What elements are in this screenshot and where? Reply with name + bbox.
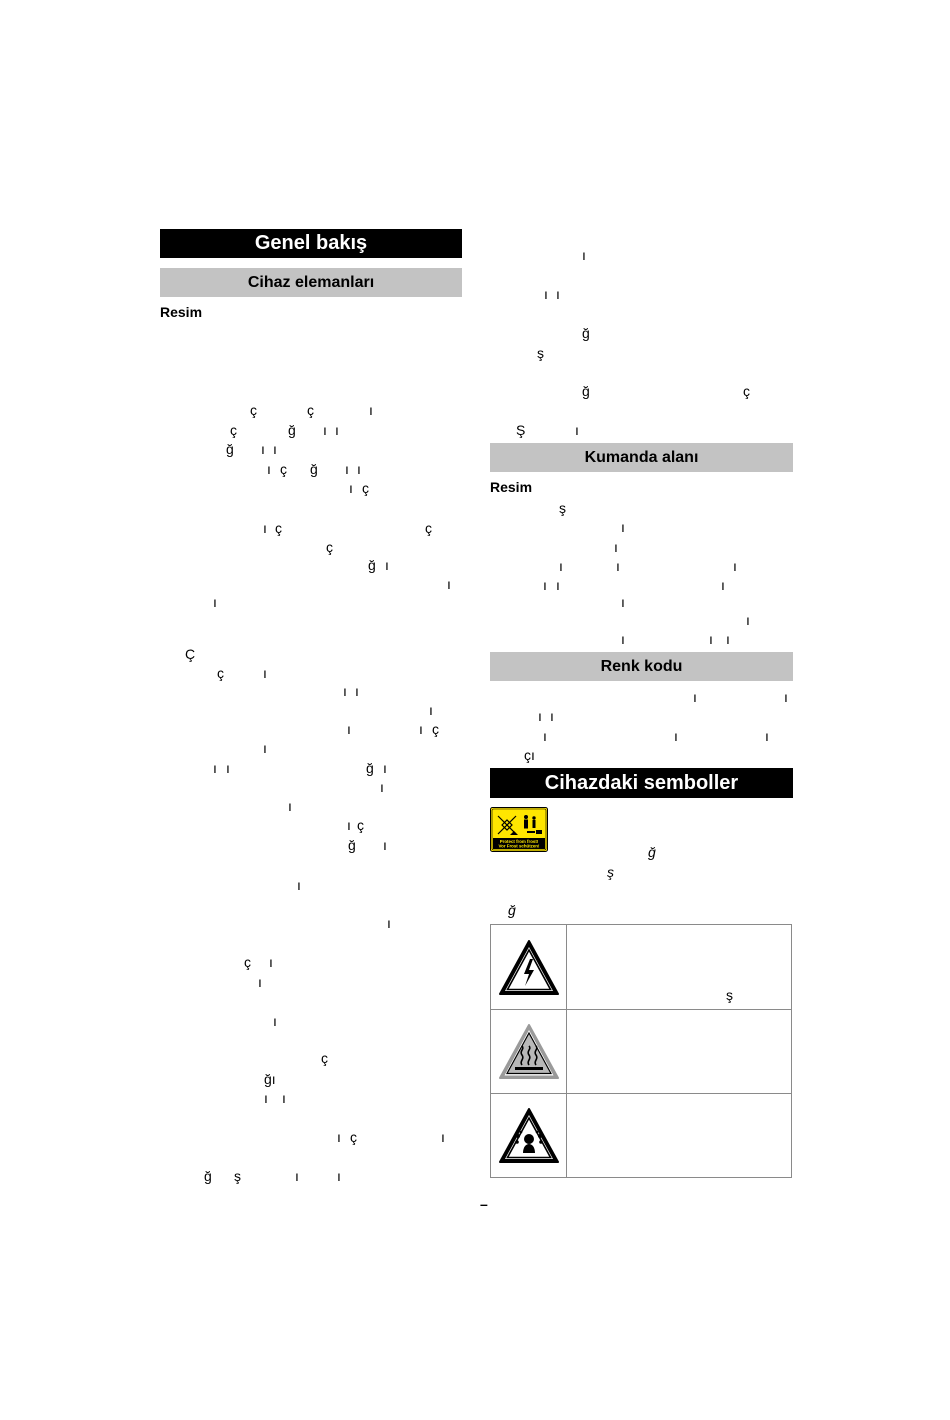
frost-sticker-line2: Vor Frost schützen! xyxy=(498,843,540,849)
text-fragment: ğ xyxy=(582,325,590,341)
text-fragment: ı xyxy=(347,817,351,833)
text-fragment: ı xyxy=(337,1168,341,1184)
text-fragment: ğı xyxy=(264,1071,276,1087)
text-fragment: çı xyxy=(524,747,535,763)
text-fragment: ı xyxy=(288,798,292,814)
text-fragment: ç xyxy=(357,817,364,833)
text-fragment: ş xyxy=(607,864,614,880)
figure-label: Resim xyxy=(160,304,203,320)
text-fragment: ç xyxy=(321,1050,328,1066)
text-fragment: ı xyxy=(559,558,563,574)
text-fragment: ç xyxy=(432,721,439,737)
text-fragment: ı xyxy=(385,557,389,573)
text-fragment: ı xyxy=(380,779,384,795)
text-fragment: ı xyxy=(263,665,267,681)
table-row xyxy=(491,1093,791,1177)
text-fragment: ı xyxy=(621,594,625,610)
text-fragment: ç xyxy=(425,520,432,536)
text-fragment: ı xyxy=(357,461,361,477)
text-fragment: Ş xyxy=(516,422,526,438)
section-title-overview: Genel bakış xyxy=(160,229,462,258)
frost-sticker-line1: Protect from frost! xyxy=(499,839,539,844)
text-fragment: ı xyxy=(674,728,678,744)
text-fragment: ı xyxy=(784,689,788,705)
hot-surface-warning-icon xyxy=(497,1021,561,1083)
section-heading-control-panel: Kumanda alanı xyxy=(490,443,793,472)
text-fragment: ı xyxy=(614,539,618,555)
text-fragment: ğ xyxy=(508,902,516,918)
text-fragment: ç xyxy=(280,461,287,477)
text-fragment: ı xyxy=(387,915,391,931)
text-fragment: ı xyxy=(213,594,217,610)
text-fragment: ğ xyxy=(368,557,376,573)
text-fragment: ı xyxy=(349,480,353,496)
text-fragment: ç xyxy=(362,480,369,496)
text-fragment: ç xyxy=(743,383,750,399)
section-heading-device-elements: Cihaz elemanları xyxy=(160,268,462,297)
table-row-text-fragment: ş xyxy=(726,987,733,1003)
protect-from-frost-sticker-icon xyxy=(490,807,548,852)
high-voltage-warning-icon xyxy=(497,937,561,999)
page-footer-dash: – xyxy=(480,1196,488,1212)
text-fragment: ğ xyxy=(582,383,590,399)
text-fragment: ı xyxy=(709,631,713,647)
text-fragment: ı xyxy=(419,721,423,737)
text-fragment: ı xyxy=(213,760,217,776)
text-fragment: ı xyxy=(269,954,273,970)
text-fragment: ç xyxy=(250,402,257,418)
text-fragment: ı xyxy=(544,286,548,302)
text-fragment: ı xyxy=(556,577,560,593)
text-fragment: ç xyxy=(244,954,251,970)
text-fragment: ı xyxy=(765,728,769,744)
text-fragment: ı xyxy=(345,461,349,477)
text-fragment: ı xyxy=(693,689,697,705)
text-fragment: ı xyxy=(556,286,560,302)
text-fragment: ı xyxy=(543,577,547,593)
text-fragment: ş xyxy=(234,1168,241,1184)
text-fragment: ı xyxy=(441,1129,445,1145)
text-fragment: ğ xyxy=(288,422,296,438)
text-fragment: ı xyxy=(746,612,750,628)
text-fragment: ı xyxy=(369,402,373,418)
text-fragment: ı xyxy=(721,577,725,593)
text-fragment: ı xyxy=(273,1013,277,1029)
section-title-symbols: Cihazdaki semboller xyxy=(490,768,793,798)
text-fragment: ğ xyxy=(226,441,234,457)
text-fragment: ı xyxy=(343,683,347,699)
text-fragment: ı xyxy=(383,760,387,776)
text-fragment: ı xyxy=(355,683,359,699)
text-fragment: ı xyxy=(258,974,262,990)
figure-label-control: Resim xyxy=(490,479,533,495)
table-row xyxy=(491,1009,791,1094)
text-fragment: ı xyxy=(621,631,625,647)
text-fragment: ı xyxy=(733,558,737,574)
text-fragment: ş xyxy=(537,345,544,361)
text-fragment: ı xyxy=(582,247,586,263)
text-fragment: ı xyxy=(538,708,542,724)
text-fragment: ı xyxy=(263,740,267,756)
text-fragment: ı xyxy=(297,877,301,893)
text-fragment: ı xyxy=(261,441,265,457)
text-fragment: ı xyxy=(295,1168,299,1184)
text-fragment: ı xyxy=(264,1090,268,1106)
text-fragment: ı xyxy=(226,760,230,776)
text-fragment: ç xyxy=(275,520,282,536)
hot-vapor-warning-icon xyxy=(497,1105,561,1167)
text-fragment: ı xyxy=(273,441,277,457)
text-fragment: ğ xyxy=(310,461,318,477)
text-fragment: Ç xyxy=(185,646,196,662)
text-fragment: ı xyxy=(726,631,730,647)
text-fragment: ğ xyxy=(366,760,374,776)
text-fragment: ı xyxy=(447,576,451,592)
text-fragment: ç xyxy=(307,402,314,418)
text-fragment: ı xyxy=(429,702,433,718)
section-heading-color-code: Renk kodu xyxy=(490,652,793,681)
text-fragment: ı xyxy=(337,1129,341,1145)
text-fragment: ı xyxy=(263,520,267,536)
warning-symbols-table xyxy=(490,924,792,1178)
text-fragment: ş xyxy=(559,500,566,516)
text-fragment: ı xyxy=(347,721,351,737)
text-fragment: ı xyxy=(323,422,327,438)
text-fragment: ç xyxy=(230,422,237,438)
text-fragment: ğ xyxy=(204,1168,212,1184)
table-row xyxy=(491,925,791,1010)
text-fragment: ı xyxy=(383,837,387,853)
text-fragment: ı xyxy=(621,519,625,535)
text-fragment: ğ xyxy=(648,844,656,860)
text-fragment: ı xyxy=(543,728,547,744)
text-fragment: ı xyxy=(575,422,579,438)
text-fragment: ç xyxy=(326,539,333,555)
text-fragment: ı xyxy=(616,558,620,574)
text-fragment: ı xyxy=(282,1090,286,1106)
text-fragment: ç xyxy=(217,665,224,681)
text-fragment: ı xyxy=(335,422,339,438)
text-fragment: ğ xyxy=(348,837,356,853)
text-fragment: ç xyxy=(350,1129,357,1145)
text-fragment: ı xyxy=(550,708,554,724)
text-fragment: ı xyxy=(267,461,271,477)
